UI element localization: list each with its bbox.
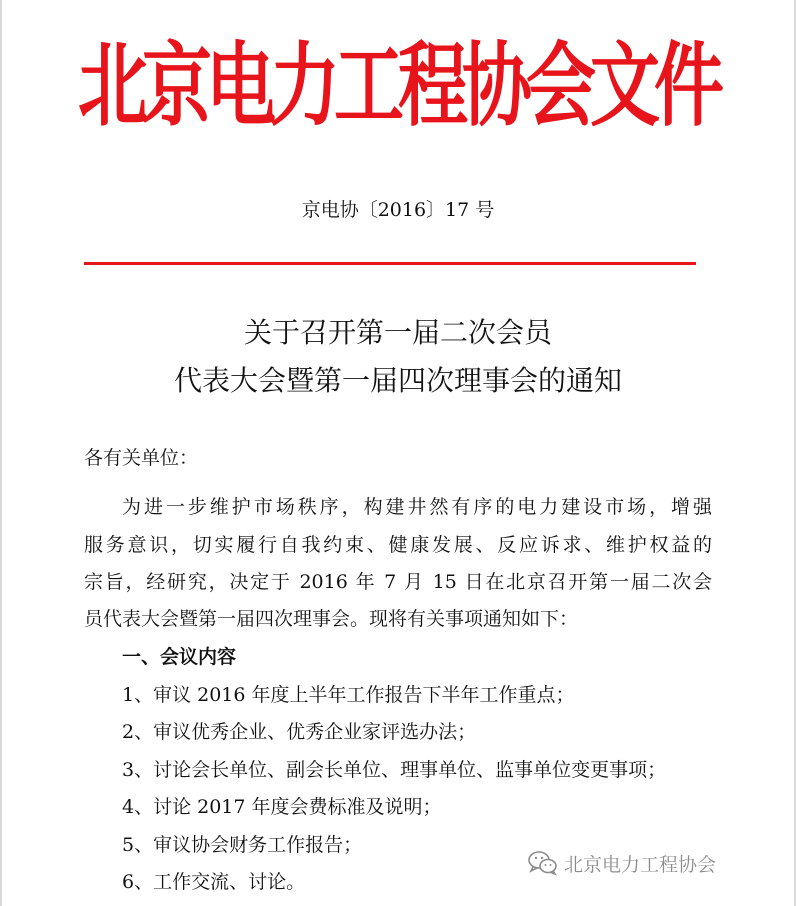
agenda-item: 6、工作交流、讨论。 <box>122 871 306 893</box>
document-number: 京电协〔2016〕17 号 <box>301 199 495 221</box>
intro-paragraph-line: 为进一步维护市场秩序，构建井然有序的电力建设市场，增强 <box>122 496 712 518</box>
document-header-title: 北京电力工程协会文件 <box>78 32 718 140</box>
section-heading-meeting-content: 一、会议内容 <box>122 646 237 668</box>
wechat-watermark <box>528 847 716 879</box>
agenda-item: 5、审议协会财务工作报告； <box>122 834 363 856</box>
notice-title-line-2: 代表大会暨第一届四次理事会的通知 <box>173 364 622 397</box>
agenda-item: 4、讨论 2017 年度会费标准及说明； <box>122 796 442 818</box>
agenda-item: 3、讨论会长单位、副会长单位、理事单位、监事单位变更事项； <box>122 759 667 781</box>
salutation: 各有关单位： <box>84 447 199 469</box>
agenda-item: 2、审议优秀企业、优秀企业家评选办法； <box>122 721 477 743</box>
intro-paragraph-line: 服务意识，切实履行自我约束、健康发展、反应诉求、维护权益的 <box>84 534 712 556</box>
notice-title-line-1: 关于召开第一届二次会员 <box>243 316 552 349</box>
agenda-item: 1、审议 2016 年度上半年工作报告下半年工作重点； <box>122 684 575 706</box>
header-red-divider <box>84 262 696 265</box>
intro-paragraph-line: 宗旨，经研究，决定于 2016 年 7 月 15 日在北京召开第一届二次会 <box>84 571 712 593</box>
watermark-text: 北京电力工程协会 <box>564 853 717 876</box>
wechat-icon <box>528 850 558 876</box>
intro-paragraph-line: 员代表大会暨第一届四次理事会。现将有关事项通知如下： <box>84 608 579 630</box>
